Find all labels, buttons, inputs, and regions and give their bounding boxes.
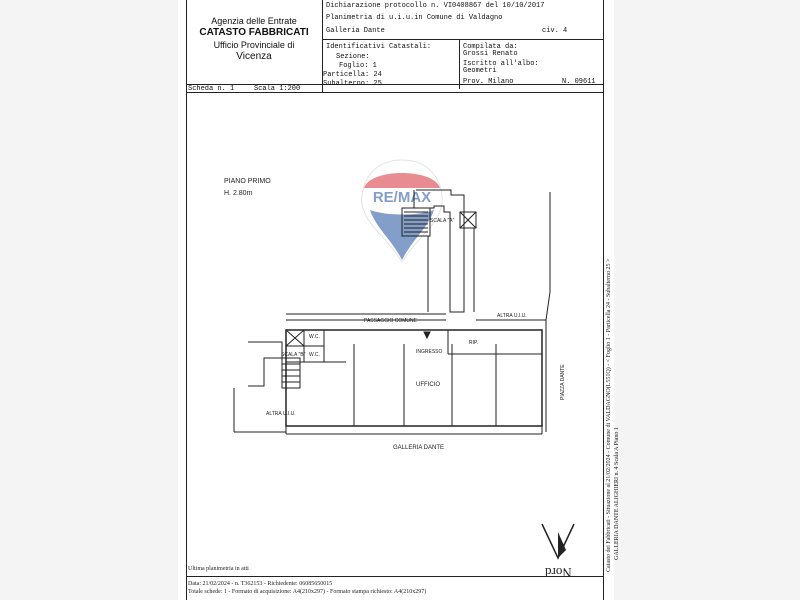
footer-totale: Totale schede: 1 - Formato di acquisizione: A4(210x297) - Formato stampa richiesto: A4(210x297) xyxy=(188,589,427,595)
catasto-title: CATASTO FABBRICATI xyxy=(199,27,309,38)
piano-label: PIANO PRIMO xyxy=(224,178,271,185)
planimetria-text: Planimetria di u.i.u.in Comune di Valdagno xyxy=(326,14,503,22)
ultima-planimetria: Ultima planimetria in atti xyxy=(188,566,249,572)
north-arrow-icon xyxy=(540,520,576,562)
sezione-label: Sezione: xyxy=(336,53,370,61)
scala-b-label: SCALA "B" xyxy=(281,352,306,358)
scala-label: Scala 1:200 xyxy=(254,85,301,93)
altra-uiu-left: ALTRA U.I.U. xyxy=(266,411,296,417)
galleria-label: GALLERIA DANTE xyxy=(393,445,445,451)
ufficio-label: Ufficio Provinciale di xyxy=(213,40,295,50)
compilata-label: Compilata da: xyxy=(463,43,518,51)
city-name: Vicenza xyxy=(236,51,272,62)
footer-divider xyxy=(186,576,604,577)
agency-block xyxy=(186,0,322,84)
scala-a-label: SCALA "A" xyxy=(430,218,455,224)
agency-name: Agenzia delle Entrate xyxy=(211,16,297,26)
protocol-text: Dichiarazione protocollo n. VI0408867 del 10/10/2017 xyxy=(326,2,545,10)
compilata-name: Grossi Renato xyxy=(463,50,518,58)
iscritto-value: Geometri xyxy=(463,67,497,75)
scheda-label: Scheda n. 1 xyxy=(188,85,235,93)
subalterno-value: Subalterno: 25 xyxy=(323,80,382,88)
ingresso-label: INGRESSO xyxy=(416,349,443,355)
altra-uiu-right: ALTRA U.I.U. xyxy=(497,313,527,319)
particella-value: Particella: 24 xyxy=(323,71,382,79)
numero-text: N. 09611 xyxy=(562,78,596,86)
wc-label-1: W.C. xyxy=(309,334,320,340)
altezza-label: H. 2.80m xyxy=(224,190,253,197)
address-text: Galleria Dante xyxy=(326,27,385,35)
header-divider xyxy=(186,84,604,85)
footer-data: Data: 21/02/2024 - n. T362153 - Richiedente: 06085650015 xyxy=(188,581,333,587)
piazza-label: PIAZZA DANTE xyxy=(560,364,566,400)
prov-text: Prov. Milano xyxy=(463,78,514,86)
rip-label: RIP. xyxy=(469,340,479,346)
iscritto-label: Iscritto all'albo: xyxy=(463,60,539,68)
wc-label-2: W.C. xyxy=(309,352,320,358)
nord-label: Nord xyxy=(545,565,572,580)
civic-number: civ. 4 xyxy=(542,27,568,35)
passaggio-label: PASSAGGIO COMUNE xyxy=(364,318,417,324)
header-divider xyxy=(322,39,604,40)
side-caption-1: Catasto dei Fabbricati - Situazione al 21/02/2024 - Comune di VALDAGNO(L551Q) - < Foglio 1 - Particella 24 - Subalterno 25 > xyxy=(606,258,612,572)
header-divider xyxy=(459,39,460,89)
floor-plan xyxy=(186,92,604,472)
ident-label: Identificativi Catastali: xyxy=(326,43,432,51)
side-caption-2: GALLERIA DANTE ALIGHIERI n. 4 Scala A Piano 1 xyxy=(614,427,620,560)
watermark-text: RE/MAX xyxy=(372,189,432,206)
ufficio-label: UFFICIO xyxy=(416,382,440,388)
foglio-value: Foglio: 1 xyxy=(339,62,377,70)
